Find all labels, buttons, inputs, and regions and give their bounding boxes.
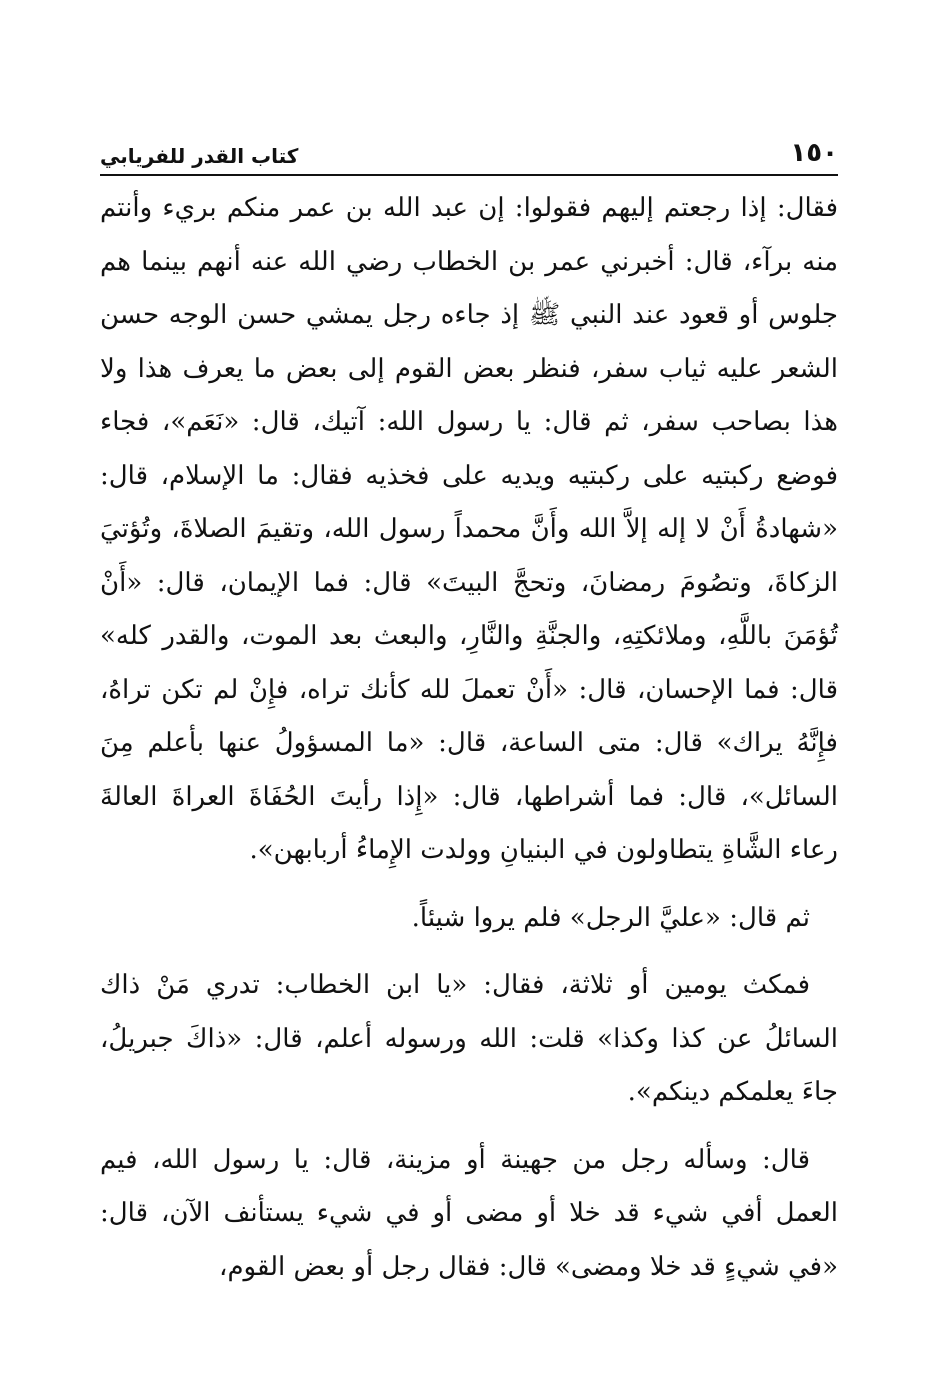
book-title: كتاب القدر للفريابي (100, 144, 299, 168)
paragraph-3: فمكث يومين أو ثلاثة، فقال: «يا ابن الخطاب: تدري مَنْ ذاك السائلُ عن كذا وكذا» قلت: الله ورسوله أعلم، قال: «ذاكَ جبريلُ، جاءَ يعلمكم دينكم». (100, 970, 838, 1107)
paragraph-4: قال: وسأله رجل من جهينة أو مزينة، قال: يا رسول الله، فيم العمل أفي شيء قد خلا أو مضى أو في شيء يستأنف الآن، قال: «في شيءٍ قد خلا ومضى» قال: فقال رجل أو بعض القوم، (100, 1144, 838, 1282)
book-page (100, 128, 838, 1294)
page-number: ١٥٠ (790, 138, 838, 168)
page-header (100, 128, 838, 168)
paragraph-2: ثم قال: «عليَّ الرجل» فلم يروا شيئاً. (411, 902, 810, 933)
paragraph-1: فقال: إذا رجعتم إليهم فقولوا: إن عبد الله بن عمر منكم بريء وأنتم منه برآء، قال: أخبرني عمر بن الخطاب رضي الله عنه أنهم بينما هم جلوس أو قعود عند النبي ﷺ إذ جاءه رجل يمشي حسن الوجه حسن الشعر عليه ثياب سفر، فنظر بعض القوم إلى بعض ما يعرف هذا ولا هذا بصاحب سفر، ثم قال: يا رسول الله: آتيك، قال: «نَعَم»، فجاء فوضع ركبتيه على ركبتيه ويديه على فخذيه فقال: ما الإسلام، قال: «شهادةُ أَنْ لا إله إلاَّ الله وأَنَّ محمداً رسول الله، وتقيمَ الصلاةَ، وتُؤتيَ الزكاةَ، وتصُومَ رمضانَ، وتحجَّ البيتَ» قال: فما الإيمان، قال: «أَنْ تُؤمَنَ باللَّهِ، وملائكتِهِ، والجنَّةِ والنَّارِ، والبعث بعد الموت، والقدر كله» قال: فما الإحسان، قال: «أَنْ تعملَ لله كأنك تراه، فإِنْ لم تكن تراهُ، فإِنَّهُ يراك» قال: متى الساعة، قال: «ما المسؤولُ عنها بأعلم مِنَ السائل»، قال: فما أشراطها، قال: «إِذا رأيتَ الحُفَاةَ العراةَ العالةَ رعاء الشَّاةِ يتطاولون في البنيانِ وولدت الإِماءُ أربابهن». (100, 193, 838, 865)
page-body (100, 182, 838, 1294)
header-divider (100, 174, 838, 176)
